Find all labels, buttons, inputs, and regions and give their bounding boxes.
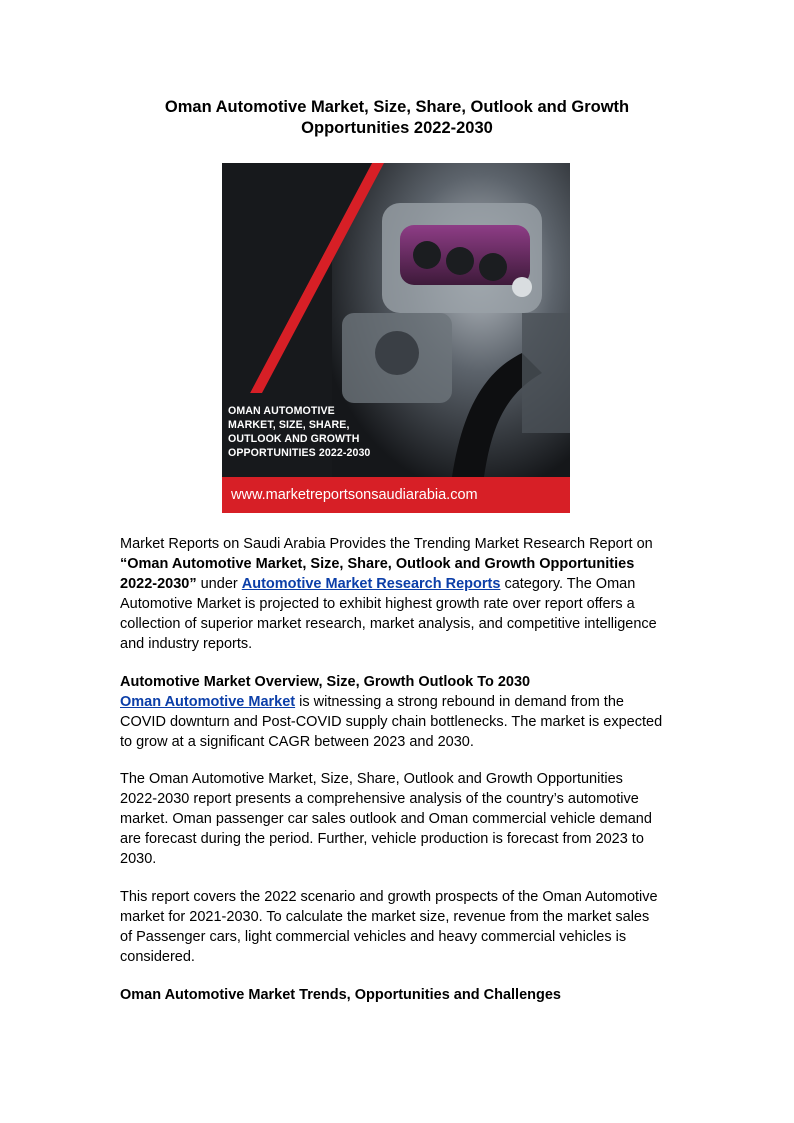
- intro-line-4: Automotive Market is projected to exhibit highest growth rate over report offers a: [120, 596, 635, 612]
- intro-line-5: collection of superior market research, market analysis, and competitive intelligence: [120, 616, 657, 632]
- analysis-line-4: are forecast during the period. Further, vehicle production is forecast from 2023 to: [120, 831, 644, 847]
- intro-line-3: [120, 574, 680, 594]
- overview-line-1: [120, 692, 680, 712]
- side-component: [522, 313, 570, 433]
- intro-under-text: under: [196, 576, 242, 592]
- analysis-line-5: 2030.: [120, 851, 157, 867]
- intro-bold-years: 2022-2030”: [120, 576, 197, 592]
- intro-line-1: Market Reports on Saudi Arabia Provides the Trending Market Research Report on: [120, 536, 653, 552]
- overlay-line-2: MARKET, SIZE, SHARE,: [228, 419, 350, 431]
- intro-line-6: and industry reports.: [120, 636, 253, 652]
- intro-line-2: “Oman Automotive Market, Size, Share, Outlook and Growth Opportunities: [120, 556, 635, 572]
- engine-emblem: [512, 277, 532, 297]
- scope-line-4: considered.: [120, 949, 195, 965]
- overlay-line-3: OUTLOOK AND GROWTH: [228, 433, 360, 445]
- overview-section: [120, 672, 680, 752]
- scope-line-2: market for 2021-2030. To calculate the market size, revenue from the market sales: [120, 909, 650, 925]
- analysis-line-2: 2022-2030 report presents a comprehensive analysis of the country’s automotive: [120, 791, 639, 807]
- intro-paragraph: [120, 534, 680, 654]
- trends-section: [120, 985, 680, 1005]
- analysis-paragraph: [120, 769, 680, 869]
- overview-heading: Automotive Market Overview, Size, Growth Outlook To 2030: [120, 674, 531, 690]
- intake-runner-1: [413, 241, 441, 269]
- hero-url-banner: www.marketreportsonsaudiarabia.com: [222, 477, 570, 513]
- overview-line-1-text: is witnessing a strong rebound in demand from the: [295, 694, 624, 710]
- analysis-line-1: The Oman Automotive Market, Size, Share, Outlook and Growth Opportunities: [120, 771, 623, 787]
- title-line-2: Opportunities 2022-2030: [301, 119, 493, 137]
- scope-line-1: This report covers the 2022 scenario and growth prospects of the Oman Automotive: [120, 889, 658, 905]
- hero-image: [222, 163, 570, 513]
- hero-overlay-text: [228, 404, 371, 460]
- overlay-line-1: OMAN AUTOMOTIVE: [228, 405, 335, 417]
- title-line-1: Oman Automotive Market, Size, Share, Outlook and Growth: [164, 98, 630, 116]
- page-title: [120, 97, 674, 139]
- oman-market-link[interactable]: Oman Automotive Market: [120, 694, 296, 710]
- overview-line-3: to grow at a significant CAGR between 2023 and 2030.: [120, 734, 474, 750]
- overlay-line-4: OPPORTUNITIES 2022-2030: [228, 447, 371, 459]
- scope-paragraph: [120, 887, 680, 967]
- trends-heading: Oman Automotive Market Trends, Opportunities and Challenges: [120, 987, 561, 1003]
- throttle-body: [375, 331, 419, 375]
- intake-runner-2: [446, 247, 474, 275]
- analysis-line-3: market. Oman passenger car sales outlook and Oman commercial vehicle demand: [120, 811, 652, 827]
- scope-line-3: of Passenger cars, light commercial vehicles and heavy commercial vehicles is: [120, 929, 627, 945]
- automotive-reports-link[interactable]: Automotive Market Research Reports: [241, 576, 501, 592]
- intro-category-text: category. The Oman: [500, 576, 636, 592]
- overview-line-2: COVID downturn and Post-COVID supply chain bottlenecks. The market is expected: [120, 714, 663, 730]
- intake-runner-3: [479, 253, 507, 281]
